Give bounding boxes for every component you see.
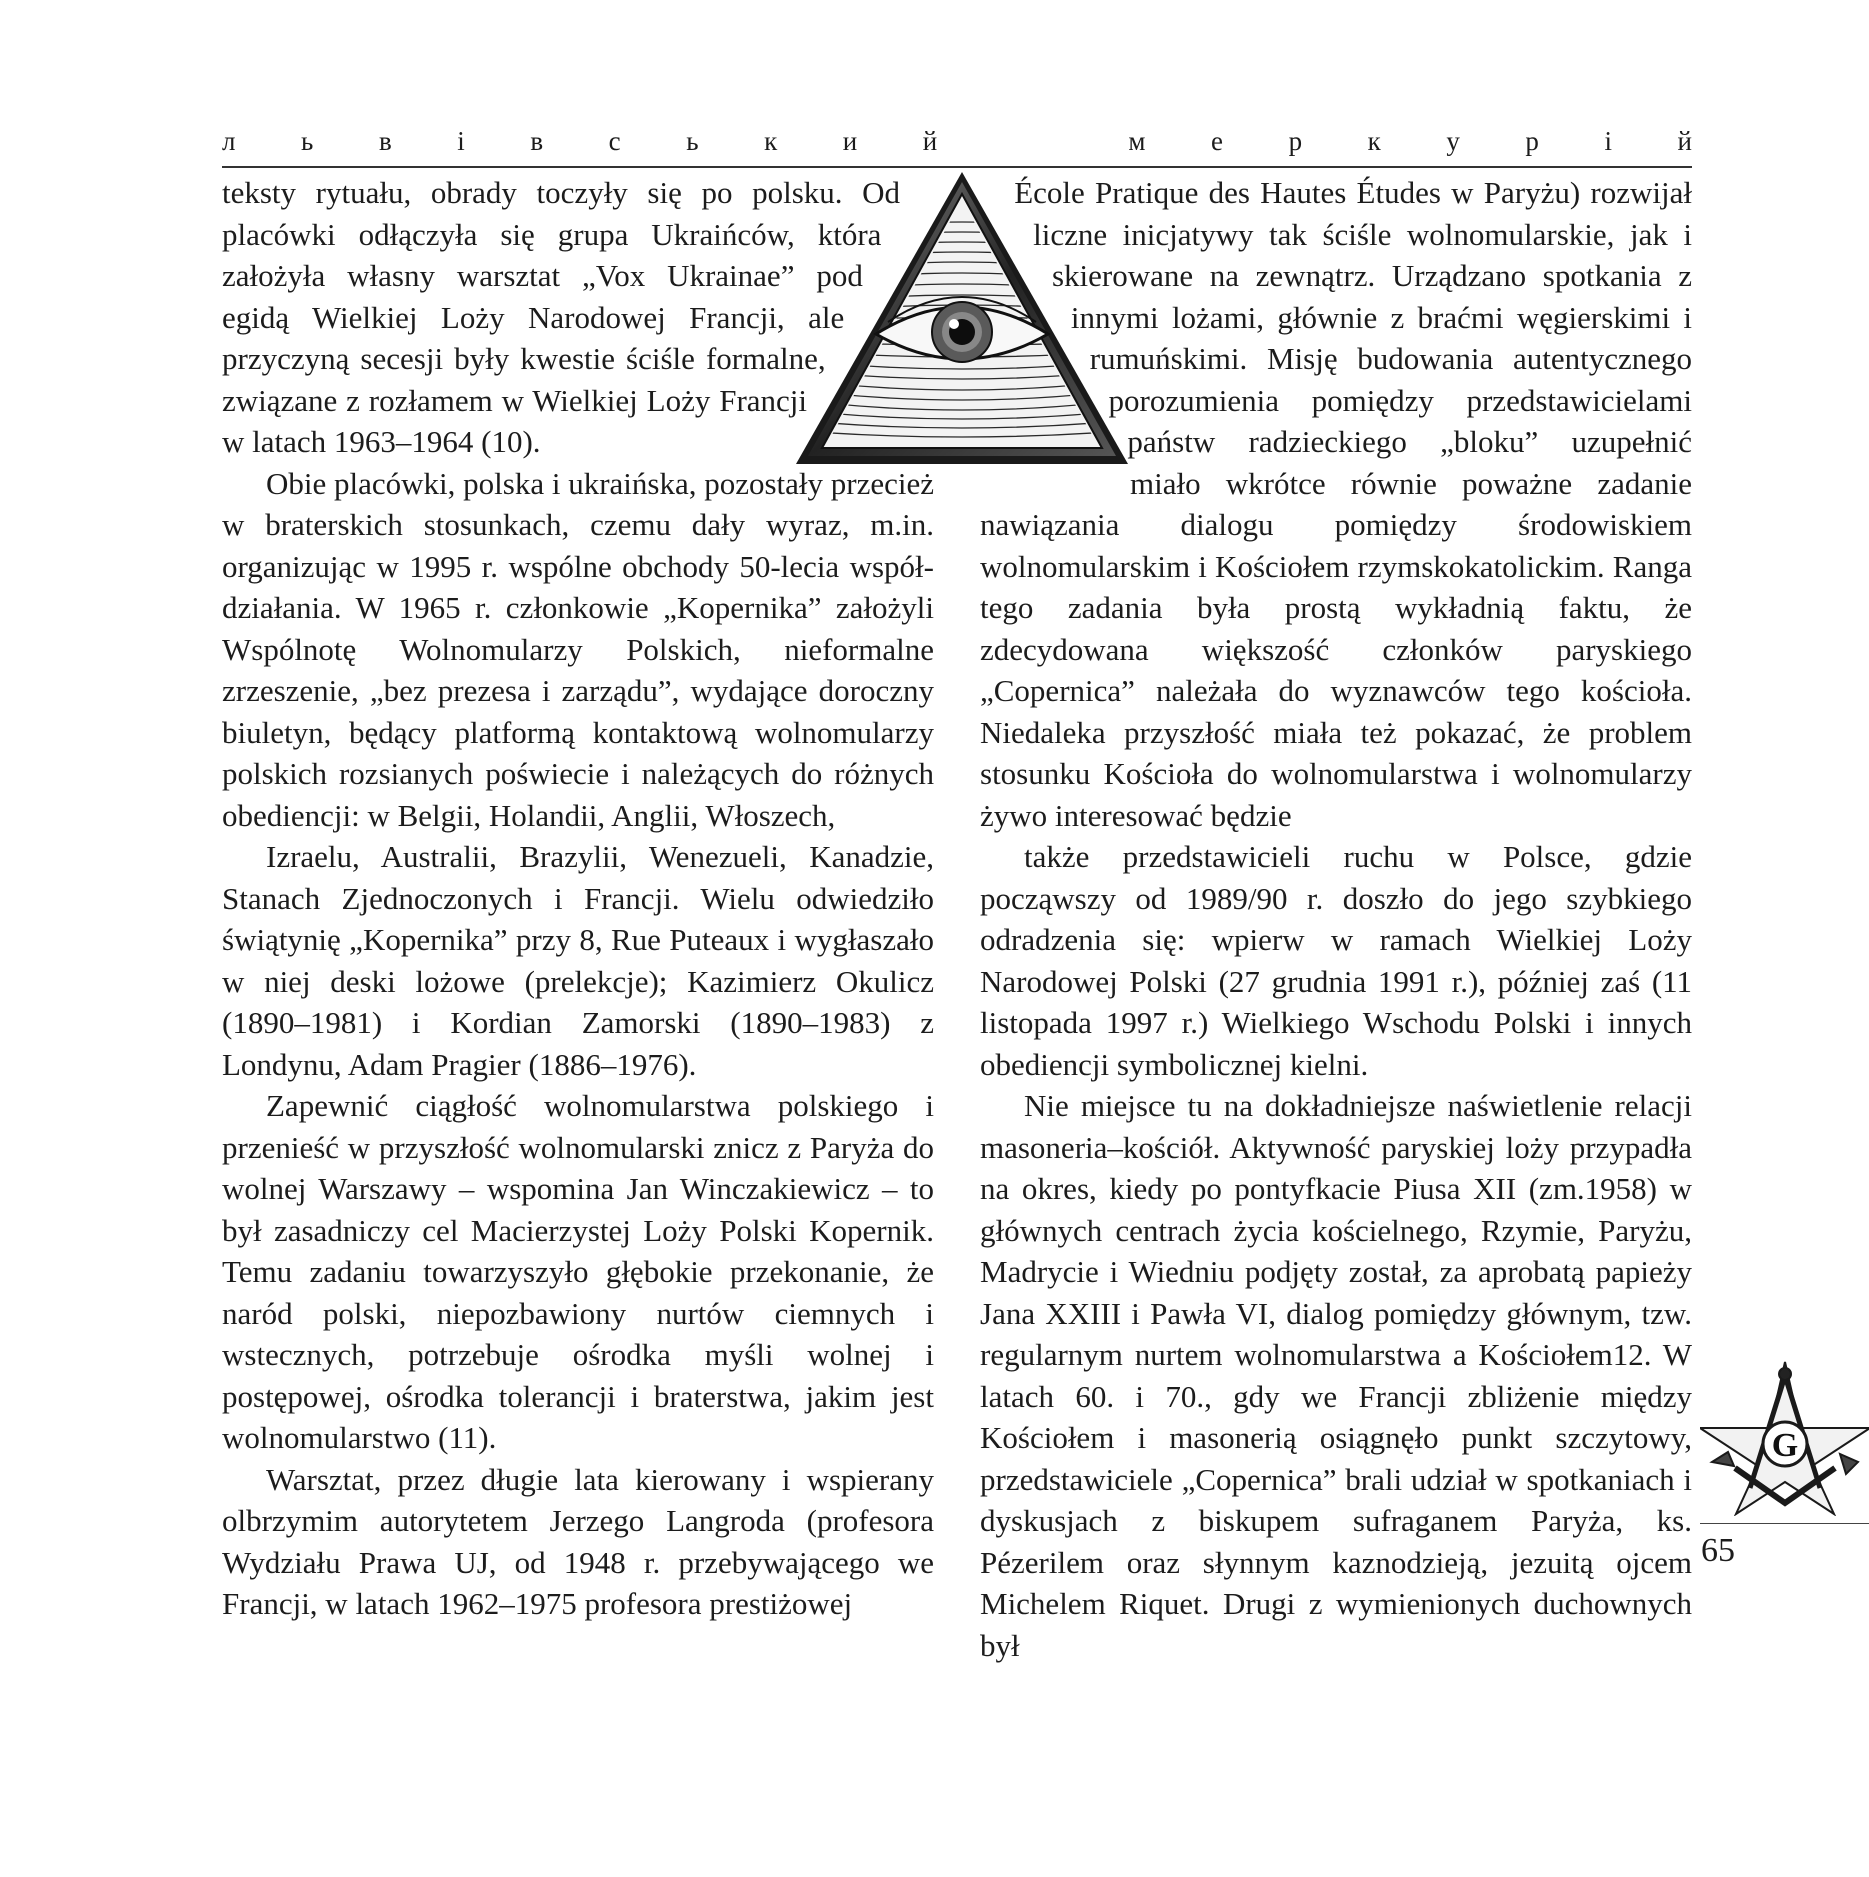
running-head-letter: ь	[686, 126, 699, 156]
running-head	[222, 126, 1692, 157]
running-head-letter: й	[1677, 126, 1692, 156]
paragraph: teksty rytuału, obrady toczyły się po polsku. Od placówki odłączyła się grupa Ukraińców, która założyła własny warsztat „Vox Ukrainae” pod egidą Wielkiej Loży Narodowej Francji, ale przyczyną secesji były kwestie ściśle formalne, związane z rozłamem w Wielkiej Loży Francji w latach 1963–1964 (10).	[222, 175, 901, 459]
running-head-letter: і	[457, 126, 465, 156]
paragraph: Obie placówki, polska i ukraińska, pozostały przecież w braterskich stosunkach, czemu dały wyraz, m.in. organizując w 1995 r. wspólne obchody 50-lecia współ-działania. W 1965 r. członkowie „Kopernika” założyli Wspólnotę Wolnomularzy Polskich, nieformalne zrzeszenie, „bez prezesa i zarządu”, wydające doroczny biuletyn, będący platformą kontaktową wolnomularzy polskich rozsianych poświecie i należących do różnych obediencji: w Belgii, Holandii, Anglii, Włoszech,	[222, 465, 934, 833]
paragraph: Warsztat, przez długie lata kierowany i wspierany olbrzymim autorytetem Jerzego Langroda (profesora Wydziału Prawa UJ, od 1948 r. przebywającego we Francji, w latach 1962–1975 profesora prestiżowej	[222, 1461, 934, 1621]
running-head-letter: й	[922, 126, 938, 156]
running-head-letter: к	[1367, 126, 1381, 156]
header-rule	[222, 166, 1692, 168]
paragraph: Zapewnić ciągłość wolnomularstwa polskiego i przenieść w przyszłość wolnomularski znicz z Paryża do wolnej Warszawy – wspomina Jan Winczakiewicz – to był zasadniczy cel Macierzystej Loży Polski Kopernik. Temu zadaniu towarzyszyło głębokie przekonanie, że naród polski, niepozbawiony nurtów ciemnych i wstecznych, potrzebuje ośrodka myśli wolnej i postępowej, ośrodka tolerancji i braterstwa, jakim jest wolnomularstwo (11).	[222, 1088, 934, 1455]
page-number: 65	[1701, 1532, 1735, 1569]
square-and-compasses-seal-icon	[1700, 1358, 1869, 1516]
running-head-letter: в	[378, 126, 392, 156]
running-head-letter: л	[222, 126, 236, 156]
seal-rule	[1700, 1523, 1869, 1524]
paragraph: także przedstawicieli ruchu w Polsce, gdzie począwszy od 1989/90 r. doszło do jego szybkiego odradzenia się: wpierw w ramach Wielkiej Loży Narodowej Polski (27 grudnia 1991 r.), później zaś (11 listopada 1997 r.) Wielkiego Wschodu Polski i innych obediencji symbolicznej kielni.	[980, 839, 1692, 1082]
running-head-letter: и	[842, 126, 858, 156]
all-seeing-eye-triangle-icon	[796, 172, 1128, 468]
running-head-letter: і	[1604, 126, 1612, 156]
running-head-letter: к	[764, 126, 778, 156]
paragraph: Izraelu, Australii, Brazylii, Wenezueli, Kanadzie, Stanach Zjednoczonych i Francji. Wielu odwiedziło świątynię „Kopernika” przy 8, Rue Puteaux i wygłaszało w niej deski lożowe (prelekcje); Kazimierz Okulicz (1890–1981) i Kordian Zamorski (1890–1983) z Londynu, Adam Pragier (1886–1976).	[222, 839, 934, 1082]
running-head-letter: е	[1211, 126, 1223, 156]
running-head-letter: м	[1128, 126, 1146, 156]
seal-letter: G	[1771, 1427, 1799, 1464]
running-head-space	[1003, 126, 1063, 157]
paragraph: Nie miejsce tu na dokładniejsze naświetlenie relacji masoneria–kościół. Aktywność paryskiej loży przypadła na okres, kiedy po pontyfkacie Piusa XII (zm.1958) w głównych centrach życia kościelnego, Rzymie, Paryżu, Madrycie i Wiedniu podjęty został, za aprobatą papieży Jana XXIII i Pawła VI, dialog pomiędzy głównym, tzw. regularnym nurtem wolnomularstwa a Kościołem12. W latach 60. i 70., gdy we Francji zbliżenie między Kościołem i masonerią osiągnęło punkt szczytowy, przedstawiciele „Copernica” brali udział w spotkaniach i dyskusjach z biskupem sufraganem Paryża, ks. Pézerilem oraz słynnym kaznodzieją, jezuitą ojcem Michelem Riquet. Drugi z wymienionych duchownych był	[980, 1088, 1692, 1663]
running-head-letter: р	[1525, 126, 1539, 156]
running-head-letter: у	[1446, 126, 1460, 156]
running-head-letter: в	[530, 126, 544, 156]
running-head-letter: ь	[301, 126, 314, 156]
running-head-letter: с	[608, 126, 621, 156]
paragraph: École Pratique des Hautes Études w Paryżu) rozwijał liczne inicjatywy tak ściśle wolnomularskie, jak i skierowane na zewnątrz. Urządzano spotkania z innymi lożami, głównie z braćmi węgierskimi i rumuńskimi. Misję budowania autentycznego porozumienia pomiędzy przedstawicielami państw radzieckiego „bloku” uzupełnić miało wkrótce równie poważne zadanie nawiązania dialogu pomiędzy środowiskiem wolnomularskim i Kościołem rzymskokatolickim. Ranga tego zadania była prostą wykładnią faktu, że zdecydowana większość członków paryskiego „Copernica” należała do wyznawców tego kościoła. Niedaleka przyszłość miała też pokazać, że problem stosunku Kościoła do wolnomularstwa i wolnomularzy żywo interesować będzie	[980, 175, 1692, 833]
running-head-letter: р	[1288, 126, 1303, 156]
